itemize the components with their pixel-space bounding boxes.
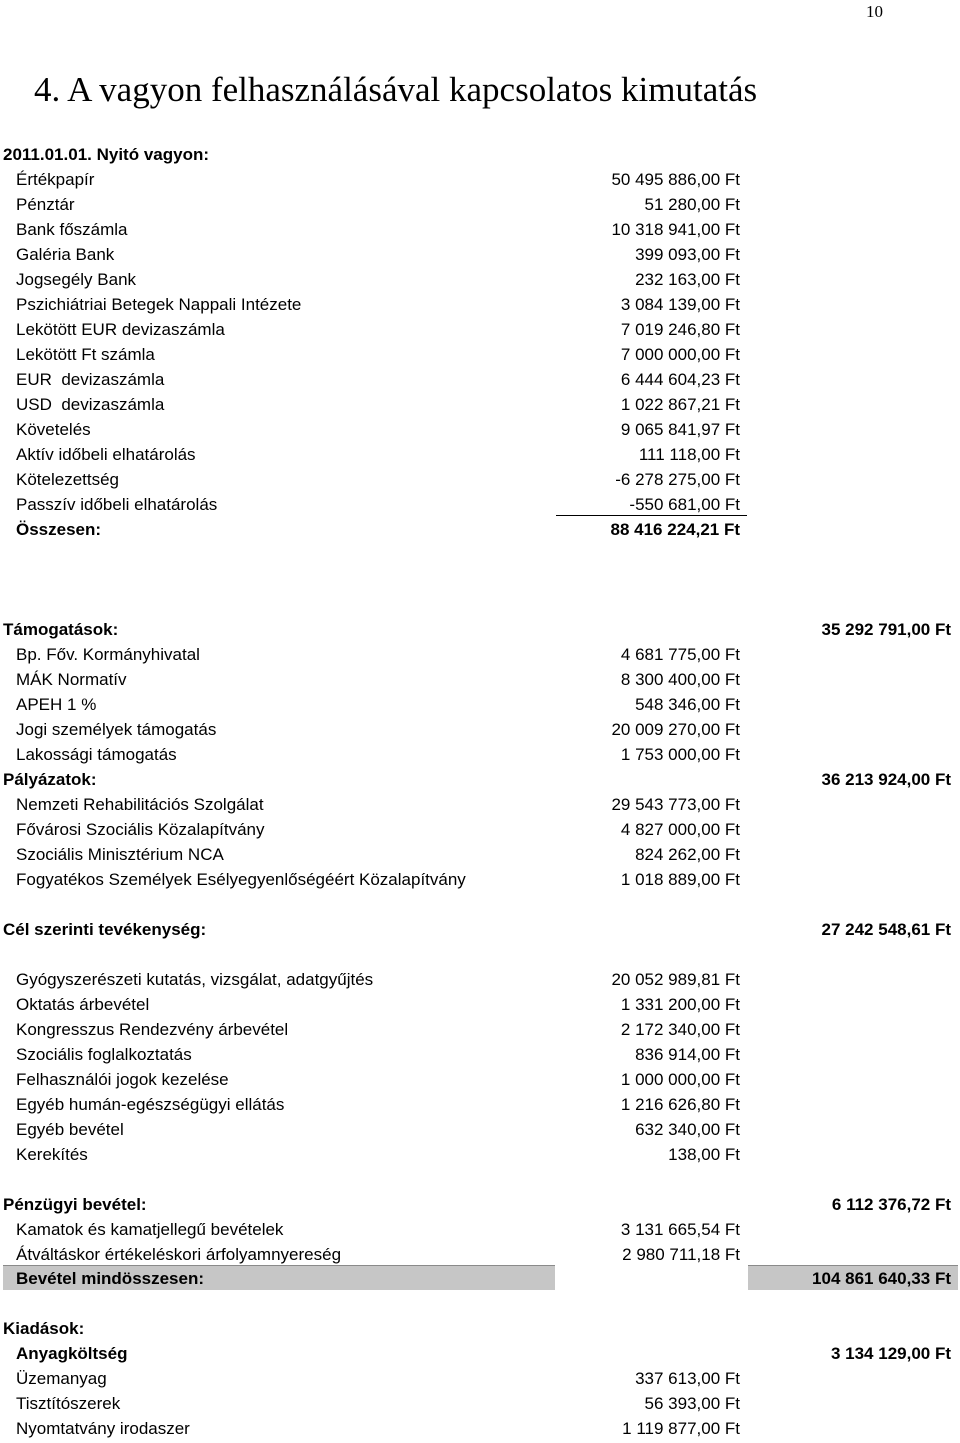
list-item	[0, 344, 960, 369]
item-label: Aktív időbeli elhatárolás	[16, 445, 196, 464]
item-amount: 6 444 604,23 Ft	[620, 370, 740, 389]
expenses-subtotal: 3 134 129,00 Ft	[830, 1344, 951, 1363]
item-label: Pénztár	[16, 195, 75, 214]
purpose-heading: Cél szerinti tevékenység:	[3, 920, 207, 939]
item-label: Egyéb bevétel	[16, 1120, 124, 1139]
opening-heading: 2011.01.01. Nyitó vagyon:	[3, 145, 209, 164]
item-amount: 9 065 841,97 Ft	[620, 420, 740, 439]
list-item	[0, 1393, 960, 1418]
support-heading: Támogatások:	[3, 620, 119, 639]
financial-heading-row	[0, 1194, 960, 1219]
item-label: Lakossági támogatás	[16, 745, 177, 764]
item-label: MÁK Normatív	[16, 670, 127, 689]
list-item	[0, 369, 960, 394]
item-label: Fogyatékos Személyek Esélyegyenlőségéért Közalapítvány	[16, 870, 466, 889]
list-item	[0, 844, 960, 869]
grand-total-top-border	[3, 1265, 555, 1266]
tenders-total: 36 213 924,00 Ft	[821, 770, 951, 789]
item-label: Kongresszus Rendezvény árbevétel	[16, 1020, 289, 1039]
list-item	[0, 419, 960, 444]
item-amount: 8 300 400,00 Ft	[620, 670, 740, 689]
item-label: EUR devizaszámla	[16, 370, 165, 389]
item-label: Passzív időbeli elhatárolás	[16, 495, 218, 514]
item-amount: 7 000 000,00 Ft	[620, 345, 740, 364]
item-amount: 29 543 773,00 Ft	[611, 795, 740, 814]
item-amount: 2 172 340,00 Ft	[620, 1020, 740, 1039]
item-amount: 1 022 867,21 Ft	[620, 395, 740, 414]
item-label: Értékpapír	[16, 170, 95, 189]
item-amount: 836 914,00 Ft	[635, 1045, 740, 1064]
item-label: Kötelezettség	[16, 470, 120, 489]
list-item	[0, 494, 960, 519]
item-label: Gyógyszerészeti kutatás, vizsgálat, adatgyűjtés	[16, 970, 374, 989]
list-item	[0, 1044, 960, 1069]
item-label: Felhasználói jogok kezelése	[16, 1070, 229, 1089]
support-heading-row	[0, 619, 960, 644]
item-amount: 632 340,00 Ft	[635, 1120, 740, 1139]
item-label: Üzemanyag	[16, 1369, 107, 1388]
financial-total: 6 112 376,72 Ft	[831, 1195, 951, 1214]
item-label: Szociális foglalkoztatás	[16, 1045, 192, 1064]
list-item	[0, 1019, 960, 1044]
tenders-heading: Pályázatok:	[3, 770, 97, 789]
item-amount: -550 681,00 Ft	[629, 495, 740, 514]
item-amount: 3 084 139,00 Ft	[620, 295, 740, 314]
list-item	[0, 1368, 960, 1393]
item-label: Bank főszámla	[16, 220, 128, 239]
item-amount: 1 119 877,00 Ft	[622, 1419, 740, 1438]
list-item	[0, 1119, 960, 1144]
item-amount: 7 019 246,80 Ft	[620, 320, 740, 339]
item-label: Galéria Bank	[16, 245, 115, 264]
item-label: Lekötött EUR devizaszámla	[16, 320, 225, 339]
list-item	[0, 694, 960, 719]
item-label: USD devizaszámla	[16, 395, 165, 414]
item-label: Egyéb humán-egészségügyi ellátás	[16, 1095, 285, 1114]
list-item	[0, 444, 960, 469]
item-label: Pszichiátriai Betegek Nappali Intézete	[16, 295, 302, 314]
list-item	[0, 394, 960, 419]
list-item	[0, 244, 960, 269]
list-item	[0, 969, 960, 994]
purpose-heading-row	[0, 919, 960, 944]
item-label: Lekötött Ft számla	[16, 345, 155, 364]
list-item	[0, 719, 960, 744]
grand-total-amount: 104 861 640,33 Ft	[812, 1269, 951, 1288]
list-item	[0, 669, 960, 694]
list-item	[0, 194, 960, 219]
item-amount: 232 163,00 Ft	[635, 270, 740, 289]
list-item	[0, 1219, 960, 1244]
item-amount: 3 131 665,54 Ft	[620, 1220, 740, 1239]
opening-heading-row	[0, 144, 960, 169]
item-amount: 1 216 626,80 Ft	[620, 1095, 740, 1114]
item-amount: 4 681 775,00 Ft	[620, 645, 740, 664]
item-amount: 824 262,00 Ft	[635, 845, 740, 864]
item-amount: 138,00 Ft	[668, 1145, 740, 1164]
item-label: Követelés	[16, 420, 91, 439]
item-label: Fővárosi Szociális Közalapítvány	[16, 820, 265, 839]
item-label: Nyomtatvány irodaszer	[16, 1419, 190, 1438]
page-number: 10	[866, 2, 883, 21]
list-item	[0, 269, 960, 294]
grand-total-row	[0, 1268, 960, 1293]
grand-total-label: Bevétel mindösszesen:	[16, 1269, 205, 1288]
item-label: Szociális Minisztérium NCA	[16, 845, 224, 864]
expenses-subheading-row	[0, 1343, 960, 1368]
list-item	[0, 869, 960, 894]
item-amount: 50 495 886,00 Ft	[611, 170, 740, 189]
item-amount: 399 093,00 Ft	[635, 245, 740, 264]
list-item	[0, 794, 960, 819]
item-amount: 20 052 989,81 Ft	[611, 970, 740, 989]
item-label: Kerekítés	[16, 1145, 88, 1164]
list-item	[0, 994, 960, 1019]
financial-heading: Pénzügyi bevétel:	[3, 1195, 147, 1214]
item-amount: 56 393,00 Ft	[644, 1394, 740, 1413]
list-item	[0, 169, 960, 194]
list-item	[0, 294, 960, 319]
item-amount: 1 018 889,00 Ft	[620, 870, 740, 889]
support-total: 35 292 791,00 Ft	[821, 620, 951, 639]
opening-total-row	[0, 519, 960, 544]
item-label: Jogi személyek támogatás	[16, 720, 217, 739]
list-item	[0, 644, 960, 669]
expenses-subheading: Anyagköltség	[16, 1344, 128, 1363]
item-label: Nemzeti Rehabilitációs Szolgálat	[16, 795, 264, 814]
list-item	[0, 744, 960, 769]
item-amount: -6 278 275,00 Ft	[615, 470, 740, 489]
expenses-heading-row	[0, 1318, 960, 1343]
item-label: Jogsegély Bank	[16, 270, 137, 289]
purpose-total: 27 242 548,61 Ft	[821, 920, 951, 939]
item-amount: 10 318 941,00 Ft	[611, 220, 740, 239]
total-label: Összesen:	[16, 520, 102, 539]
total-underline	[556, 515, 747, 516]
item-amount: 1 000 000,00 Ft	[620, 1070, 740, 1089]
list-item	[0, 1094, 960, 1119]
list-item	[0, 469, 960, 494]
item-amount: 1 753 000,00 Ft	[620, 745, 740, 764]
item-label: Átváltáskor értékeléskori árfolyamnyereség	[16, 1245, 342, 1264]
item-label: Bp. Főv. Kormányhivatal	[16, 645, 200, 664]
list-item	[0, 819, 960, 844]
list-item	[0, 319, 960, 344]
item-amount: 4 827 000,00 Ft	[620, 820, 740, 839]
list-item	[0, 1069, 960, 1094]
item-amount: 337 613,00 Ft	[635, 1369, 740, 1388]
tenders-heading-row	[0, 769, 960, 794]
item-amount: 548 346,00 Ft	[635, 695, 740, 714]
list-item	[0, 219, 960, 244]
expenses-heading: Kiadások:	[3, 1319, 85, 1338]
item-label: Tisztítószerek	[16, 1394, 121, 1413]
item-label: Kamatok és kamatjellegű bevételek	[16, 1220, 284, 1239]
item-label: APEH 1 %	[16, 695, 97, 714]
item-amount: 2 980 711,18 Ft	[622, 1245, 740, 1264]
item-amount: 111 118,00 Ft	[638, 445, 740, 464]
item-amount: 1 331 200,00 Ft	[620, 995, 740, 1014]
item-amount: 51 280,00 Ft	[644, 195, 740, 214]
item-label: Oktatás árbevétel	[16, 995, 150, 1014]
page-title: 4. A vagyon felhasználásával kapcsolatos kimutatás	[34, 70, 758, 109]
grand-total-top-border-right	[748, 1265, 958, 1266]
list-item	[0, 1144, 960, 1169]
item-amount: 20 009 270,00 Ft	[611, 720, 740, 739]
total-amount: 88 416 224,21 Ft	[610, 520, 740, 539]
list-item	[0, 1418, 960, 1443]
